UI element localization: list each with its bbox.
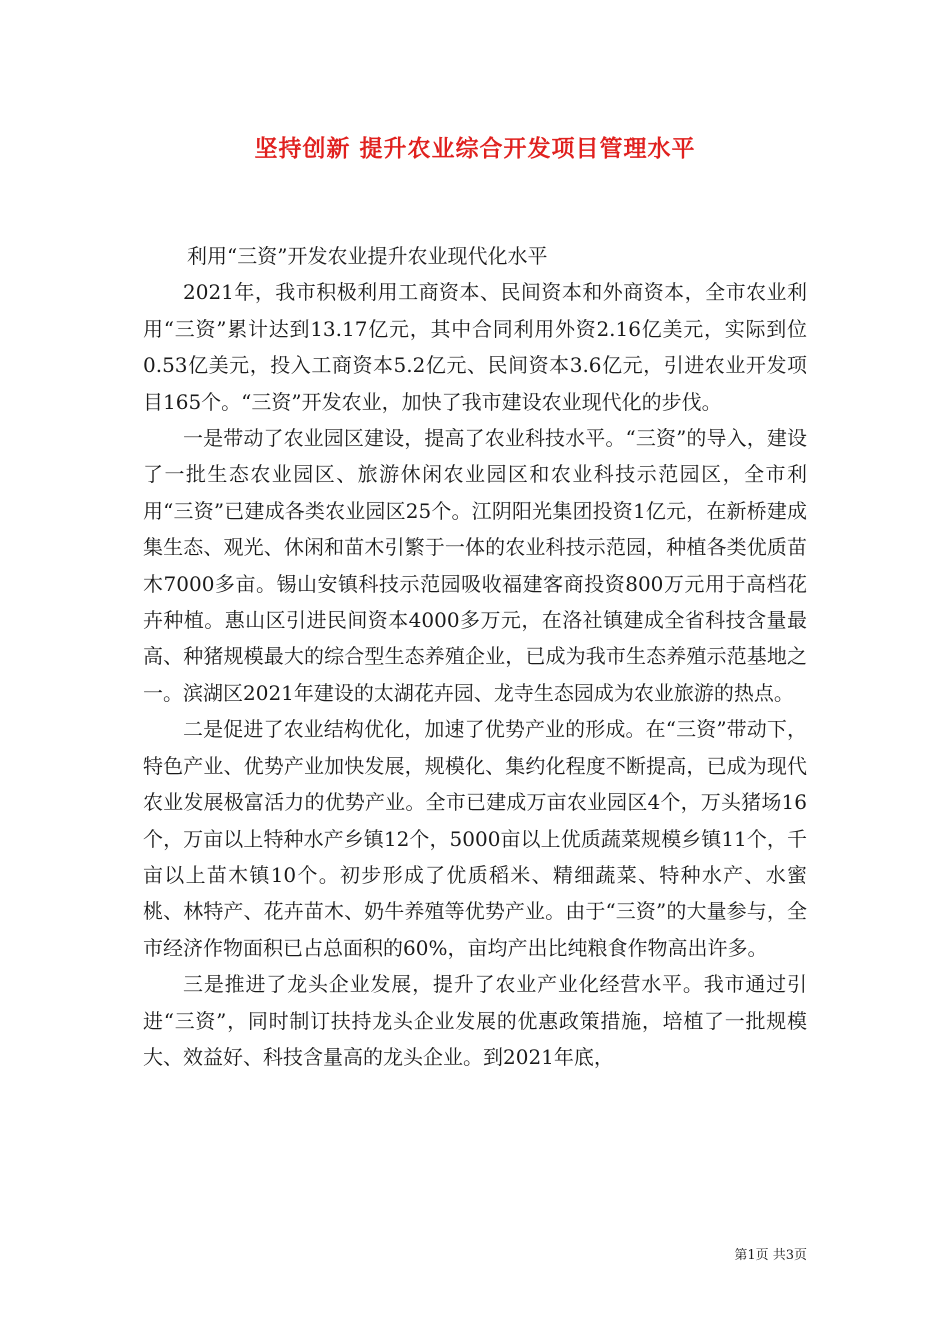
paragraph-point-three: 三是推进了龙头企业发展，提升了农业产业化经营水平。我市通过引进“三资”，同时制订扶持龙头企业发展的优惠政策措施，培植了一批规模大、效益好、科技含量高的龙头企业。到2021年底， — [143, 972, 807, 1069]
section-subheading: 利用“三资”开发农业提升农业现代化水平 — [187, 244, 548, 268]
paragraph-point-two: 二是促进了农业结构优化，加速了优势产业的形成。在“三资”带动下，特色产业、优势产业加快发展，规模化、集约化程度不断提高，已成为现代农业发展极富活力的优势产业。全市已建成万亩农业园区4个，万头猪场16个，万亩以上特种水产乡镇12个，5000亩以上优质蔬菜规模乡镇11个，千亩以上苗木镇10个。初步形成了优质稻米、精细蔬菜、特种水产、水蜜桃、林特产、花卉苗木、奶牛养殖等优势产业。由于“三资”的大量参与，全市经济作物面积已占总面积的60%，亩均产出比纯粮食作物高出许多。 — [143, 717, 807, 960]
paragraph-overview: 2021年，我市积极利用工商资本、民间资本和外商资本，全市农业利用“三资”累计达到13.17亿元，其中合同利用外资2.16亿美元，实际到位0.53亿美元，投入工商资本5.2亿元、民间资本3.6亿元，引进农业开发项目165个。“三资”开发农业，加快了我市建设农业现代化的步伐。 — [143, 280, 807, 414]
document-body — [143, 238, 807, 1075]
page-number-footer: 第1页 共3页 — [734, 1248, 807, 1263]
paragraph-point-one: 一是带动了农业园区建设，提高了农业科技水平。“三资”的导入，建设了一批生态农业园区、旅游休闲农业园区和农业科技示范园区，全市利用“三资”已建成各类农业园区25个。江阴阳光集团投资1亿元，在新桥建成集生态、观光、休闲和苗木引繁于一体的农业科技示范园，种植各类优质苗木7000多亩。锡山安镇科技示范园吸收福建客商投资800万元用于高档花卉种植。惠山区引进民间资本4000多万元，在洛社镇建成全省科技含量最高、种猪规模最大的综合型生态养殖企业，已成为我市生态养殖示范基地之一。滨湖区2021年建设的太湖花卉园、龙寺生态园成为农业旅游的热点。 — [143, 426, 807, 705]
document-title: 坚持创新 提升农业综合开发项目管理水平 — [254, 135, 696, 162]
